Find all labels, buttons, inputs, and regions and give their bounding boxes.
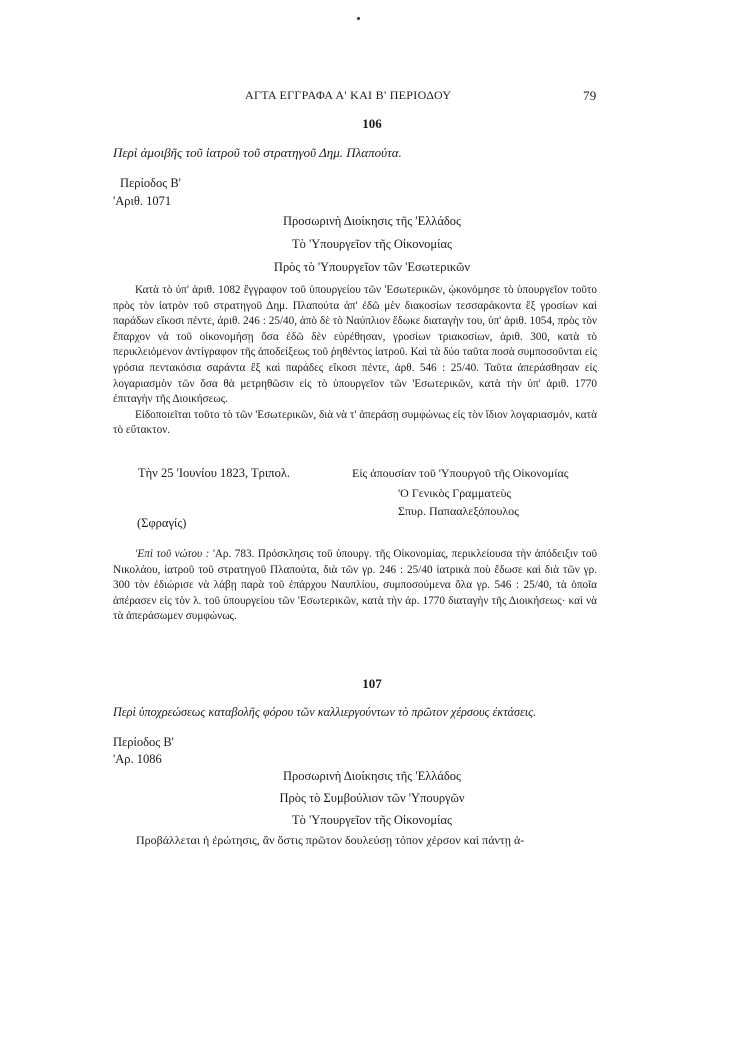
document-number-107: 107	[362, 676, 382, 691]
heading-line-2-106: Τὸ 'Υπουργεῖον τῆς Οἰκονομίας	[292, 237, 452, 251]
period-label-107: Περίοδος Β'	[113, 735, 174, 749]
page-number: 79	[583, 88, 597, 103]
seal-label: (Σφραγίς)	[137, 516, 187, 530]
verso-text: 'Αρ. 783. Πρόσκλησις τοῦ ὑπουργ. τῆς Οἰκονομίας, περικλείουσα τὴν ἀπόδειξιν τοῦ Νικολάου, ἰατροῦ τοῦ στρατηγοῦ Πλαπούτα, διὰ τῶν γρ. 246 : 25/40 ἰατρικὰ ποὺ ἔδωσε καὶ διὰ τῶν γρ. 300 τὸν ἐδιώρισε νὰ λάβῃ παρὰ τοῦ ἐπάρχου Ναυπλίου, συμποσούμενα ὅλα γρ. 546 : 25/40, τὰ ὁποῖα ἀπέρασεν εἰς τὸν λ. τοῦ ὑπουργείου τῶν 'Εσωτερικῶν, κατὰ τὴν ἀρ. 1770 διαταγὴν τῆς Διοικήσεως· καὶ νὰ τὰ ἀπεράσωμεν συμφώνως.	[113, 548, 598, 623]
heading-line-1-107: Προσωρινὴ Διοίκησις τῆς 'Ελλάδος	[282, 769, 461, 783]
verso-note	[113, 547, 597, 625]
body-text-106	[113, 283, 597, 439]
signature-line-1: Εἰς ἀπουσίαν τοῦ 'Υπουργοῦ τῆς Οἰκονομίας	[352, 466, 569, 480]
period-label-106: Περίοδος Β'	[120, 176, 181, 190]
signature-line-3: Σπυρ. Παπααλεξόπουλος	[398, 504, 519, 518]
body-paragraph-2: Εἰδοποιεῖται τοῦτο τὸ τῶν 'Εσωτερικῶν, διὰ νὰ τ' ἀπεράσῃ συμφώνως εἰς τὸν ἴδιον λογαριασμόν, κατὰ τὸ εὔτακτον.	[113, 408, 597, 437]
heading-line-3-106: Πρὸς τὸ 'Υπουργεῖον τῶν 'Εσωτερικῶν	[273, 260, 471, 274]
document-number-106: 106	[362, 116, 382, 131]
document-title-107: Περὶ ὑποχρεώσεως καταβολῆς φόρου τῶν καλλιεργούντων τὸ πρῶτον χέρσους ἐκτάσεις.	[113, 705, 537, 719]
body-paragraph-1: Κατὰ τὸ ὑπ' ἀριθ. 1082 ἔγγραφον τοῦ ὑπουργείου τῶν 'Εσωτερικῶν, ᾠκονόμησε τὸ ὑπουργεῖον τοῦτο πρὸς τὸν ἰατρὸν τοῦ στρατηγοῦ Δημ. Πλαπούτα ἀπ' ἐδῶ μὲν διακοσίων τεσσαράκοντα ἓξ γροσίων καὶ παράδων εἴκοσι πέντε, ἀριθ. 246 : 25/40, ἀπὸ δὲ τὸ Ναύπλιον ἔδωκε διαταγὴν του, ὑπ' ἀριθ. 1054, πρὸς τὸν ἔπαρχον νὰ τοῦ οἰκονομήσῃ ὅσα ἐδῶ δὲν εὑρέθησαν, γροσίων τριακοσίων, ἀριθ. 300, κατὰ τὸ περικλειόμενον ἀντίγραφον τῆς ἀποδείξεως τοῦ ῥηθέντος ἰατροῦ. Καὶ τὰ δύο ταῦτα ποσὰ συμποσοῦνται εἰς γρόσια πεντακόσια σαράντα ἓξ καὶ παράδες εἴκοσι πέντε, ἀρθ. 546 : 25/40. Ταῦτα ἀπεράσθησαν εἰς λογαριασμὸν τῶν ὅσα θὰ μετρηθῶσιν εἰς τὸ ὑπουργεῖον τῶν 'Εσωτερικῶν, κατὰ τὴν ὑπ' ἀριθ. 1770 ἐπιταγὴν τῆς Διοικήσεως.	[113, 284, 597, 406]
reference-number-106: 'Αριθ. 1071	[113, 194, 172, 208]
body-start-107: Προβάλλεται ἡ ἐρώτησις, ἂν ὅστις πρῶτον δουλεύσῃ τόπον χέρσον καὶ πάντῃ ἀ-	[136, 833, 525, 847]
heading-line-1-106: Προσωρινὴ Διοίκησις τῆς 'Ελλάδος	[282, 214, 461, 228]
verso-label: 'Επὶ τοῦ νώτου :	[135, 548, 210, 560]
document-title-106: Περὶ ἀμοιβῆς τοῦ ἰατροῦ τοῦ στρατηγοῦ Δημ. Πλαπούτα.	[113, 145, 402, 160]
reference-number-107: 'Αρ. 1086	[113, 752, 162, 766]
scan-speck	[357, 17, 360, 20]
signature-line-2: 'Ο Γενικὸς Γραμματεὺς	[398, 486, 512, 500]
running-title: ΑΓΤΑ ΕΓΓΡΑΦΑ Α' ΚΑΙ Β' ΠΕΡΙΟΔΟΥ	[245, 88, 452, 102]
heading-line-3-107: Τὸ 'Υπουργεῖον τῆς Οἰκονομίας	[292, 813, 452, 827]
heading-line-2-107: Πρὸς τὸ Συμβούλιον τῶν 'Υπουργῶν	[279, 791, 465, 805]
date-place: Τὴν 25 'Ιουνίου 1823, Τριπολ.	[138, 466, 291, 480]
